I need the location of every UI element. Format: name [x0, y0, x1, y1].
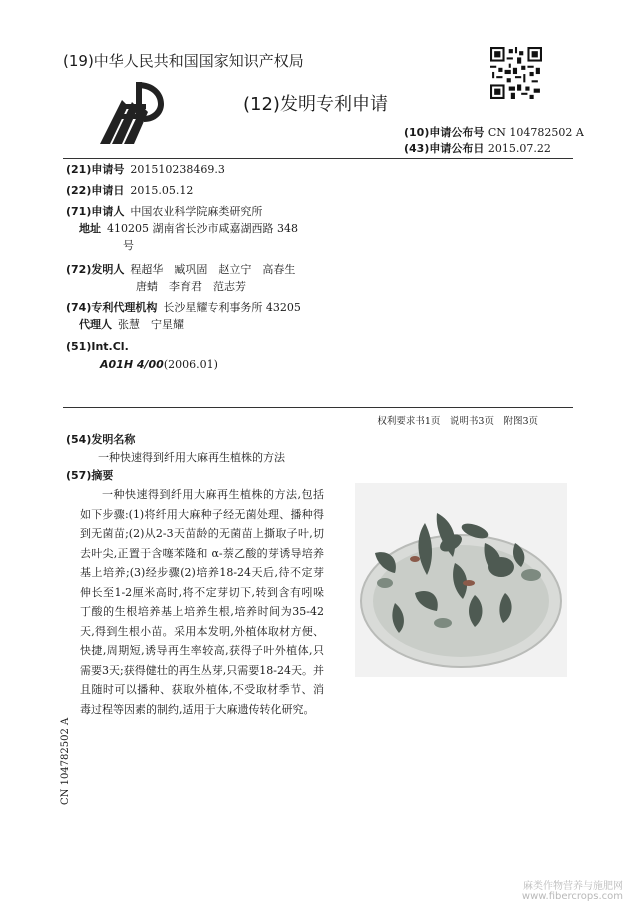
abstract-text: 一种快速得到纤用大麻再生植株的方法,包括如下步骤:(1)将纤用大麻种子经无菌处理、播种得到无菌苗;(2)从2-3天苗龄的无菌苗上撕取子叶,切去叶尖,正置于含噻苯隆和 α-萘乙酸的芽诱导培养基上培养;(3)经步骤(2)培养18-24天后,待不定芽伸长至1-2厘米高时,将不定芽切下,转到含有吲哚丁酸的生根培养基上培养生根,培养时间为35-42天,得到生根小苗。采用本发明,外植体取材方便、快捷,周期短,诱导再生率较高,获得子叶外植体,只需要3天;获得健壮的再生丛芽,只需要18-24天。并且随时可以播种、获取外植体,不受取材季节、消毒过程等因素的制约,适用于大麻遗传转化研究。: [80, 488, 324, 716]
address-line-1: 410205 湖南省长沙市咸嘉湖西路 348: [107, 222, 298, 235]
agents: 张慧 宁星耀: [118, 318, 184, 331]
applicant-label: (71)申请人: [66, 205, 125, 218]
header-divider: [63, 158, 573, 159]
intcl-year: (2006.01): [163, 358, 218, 371]
office-name: (19)中华人民共和国国家知识产权局: [63, 52, 304, 70]
application-number-label: (21)申请号: [66, 163, 125, 176]
page-counts: 权利要求书1页 说明书3页 附图3页: [377, 416, 538, 427]
applicant-row: [66, 203, 262, 220]
publication-number-row: [404, 124, 584, 140]
agency-row: [66, 299, 301, 316]
address-line-2: 号: [123, 239, 134, 252]
publication-number: CN 104782502 A: [487, 126, 584, 139]
inventors-row: [66, 261, 295, 278]
intcl-classification: [100, 356, 218, 373]
address-row: [79, 220, 298, 237]
application-number: 201510238469.3: [130, 163, 225, 176]
body-divider: [63, 407, 573, 408]
intcl-row: [66, 338, 135, 355]
agent-row: [79, 316, 184, 333]
inventors-label: (72)发明人: [66, 263, 125, 276]
hemp-plantlet-culture-photo: [355, 483, 567, 677]
intcl-label: (51)Int.Cl.: [66, 340, 129, 353]
application-date-label: (22)申请日: [66, 184, 125, 197]
cnipa-logo-icon: [98, 78, 168, 144]
intcl-code: A01H 4/00: [100, 358, 164, 371]
side-publication-number: CN 104782502 A: [60, 717, 71, 805]
inventors-line-1: 程超华 臧巩固 赵立宁 高春生: [130, 263, 296, 276]
document-type-title: (12)发明专利申请: [243, 94, 388, 115]
publication-date: 2015.07.22: [487, 142, 551, 155]
abstract-label-row: [66, 467, 113, 483]
invention-title: 一种快速得到纤用大麻再生植株的方法: [98, 451, 285, 464]
title-section-label-row: [66, 431, 135, 447]
address-label: 地址: [79, 222, 101, 235]
agency-label: (74)专利代理机构: [66, 301, 158, 314]
title-section-label: (54)发明名称: [66, 433, 136, 446]
abstract-label: (57)摘要: [66, 469, 114, 482]
agent-label: 代理人: [79, 318, 112, 331]
publication-number-label: (10)申请公布号: [404, 126, 485, 139]
application-number-row: [66, 161, 225, 178]
inventors-line-2: 唐蜻 李育君 范志芳: [136, 280, 246, 293]
publication-date-label: (43)申请公布日: [404, 142, 485, 155]
application-date-row: [66, 182, 193, 199]
agency: 长沙星耀专利事务所 43205: [163, 301, 301, 314]
applicant: 中国农业科学院麻类研究所: [130, 205, 263, 218]
publication-date-row: [404, 140, 551, 156]
qr-code-icon: [490, 47, 542, 99]
watermark-site-name: 麻类作物营养与施肥网: [523, 881, 623, 892]
watermark-url: www.fibercrops.com: [521, 891, 623, 902]
application-date: 2015.05.12: [130, 184, 194, 197]
